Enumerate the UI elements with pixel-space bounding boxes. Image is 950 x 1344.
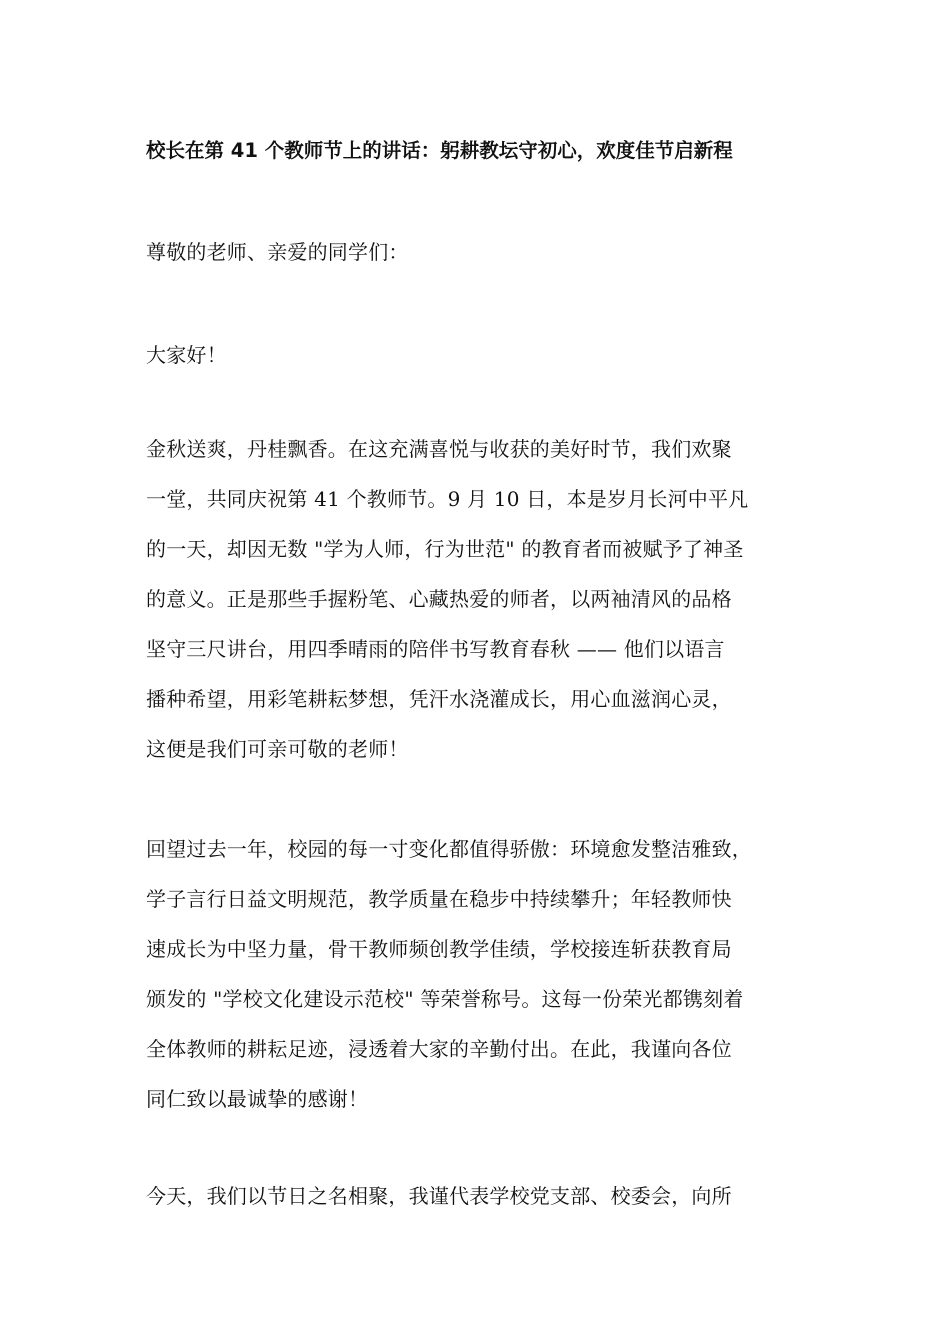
paragraph2-line: 学子言行日益文明规范，教学质量在稳步中持续攀升；年轻教师快 — [146, 887, 732, 911]
paragraph1-line: 一堂，共同庆祝第 41 个教师节。9 月 10 日，本是岁月长河中平凡 — [146, 487, 749, 511]
paragraph1-line: 坚守三尺讲台，用四季晴雨的陪伴书写教育春秋 —— 他们以语言 — [146, 637, 725, 661]
paragraph2-line: 速成长为中坚力量，骨干教师频创教学佳绩，学校接连斩获教育局 — [146, 937, 732, 961]
document-title: 校长在第 41 个教师节上的讲话：躬耕教坛守初心，欢度佳节启新程 — [146, 139, 733, 162]
paragraph2-line: 回望过去一年，校园的每一寸变化都值得骄傲：环境愈发整洁雅致， — [146, 837, 752, 861]
paragraph1-line: 播种希望，用彩笔耕耘梦想，凭汗水浇灌成长，用心血滋润心灵， — [146, 687, 732, 711]
paragraph2-line: 同仁致以最诚挚的感谢！ — [146, 1087, 369, 1111]
paragraph1-line: 这便是我们可亲可敬的老师！ — [146, 737, 409, 761]
paragraph1-line: 的意义。正是那些手握粉笔、心藏热爱的师者，以两袖清风的品格 — [146, 587, 732, 611]
salutation: 尊敬的老师、亲爱的同学们： — [146, 240, 409, 264]
greeting: 大家好！ — [146, 343, 227, 367]
paragraph1-line: 的一天，却因无数 "学为人师，行为世范" 的教育者而被赋予了神圣 — [146, 537, 744, 561]
paragraph3-line: 今天，我们以节日之名相聚，我谨代表学校党支部、校委会，向所 — [146, 1184, 732, 1208]
paragraph2-line: 全体教师的耕耘足迹，浸透着大家的辛勤付出。在此，我谨向各位 — [146, 1037, 732, 1061]
paragraph1-line: 金秋送爽，丹桂飘香。在这充满喜悦与收获的美好时节，我们欢聚 — [146, 437, 732, 461]
paragraph2-line: 颁发的 "学校文化建设示范校" 等荣誉称号。这每一份荣光都镌刻着 — [146, 987, 744, 1011]
